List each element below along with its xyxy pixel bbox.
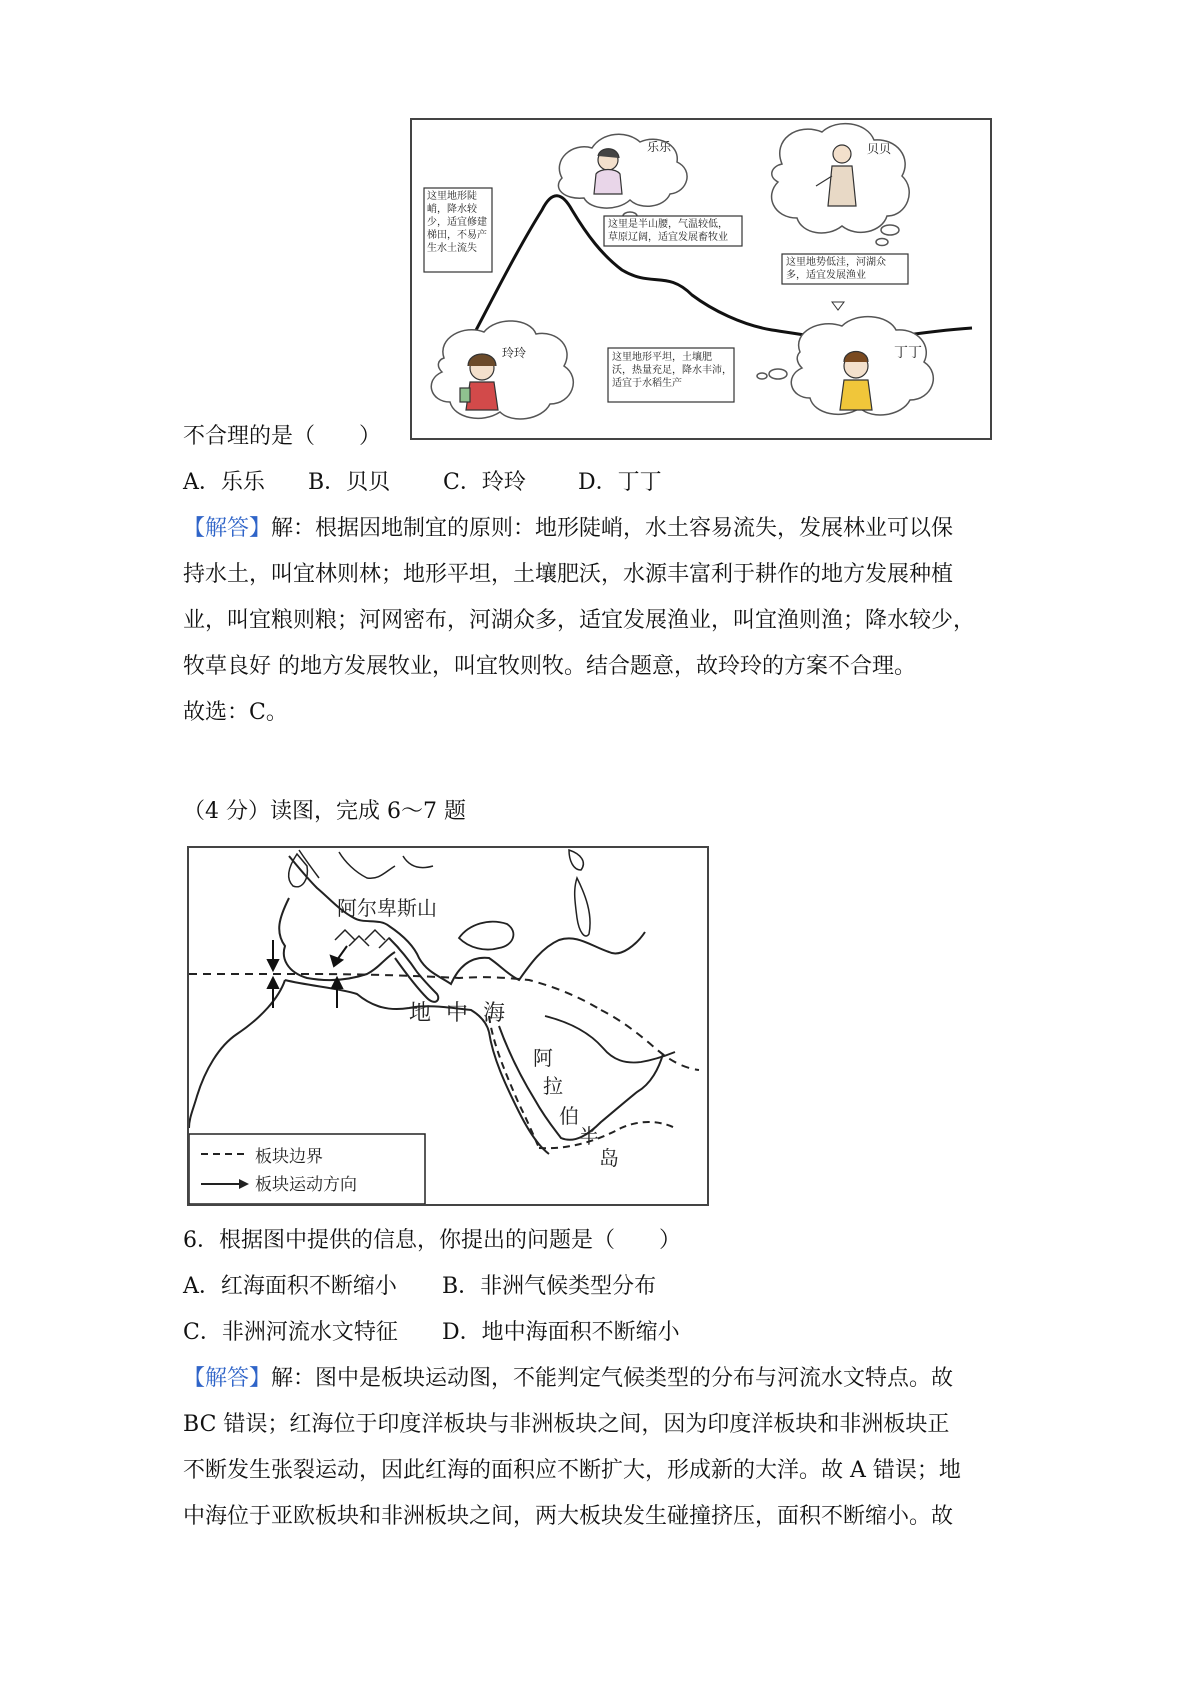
terrain-illustration: [412, 120, 990, 438]
q6-answer-line-3: 不断发生张裂运动，因此红海的面积应不断扩大，形成新的大洋。故 A 错误；地: [183, 1458, 961, 1483]
label-alps: 阿尔卑斯山: [337, 896, 437, 920]
label-dingding: 丁丁: [894, 345, 922, 361]
label-lingling: 玲玲: [502, 346, 527, 360]
q6-answer-line-1: 【解答】解：图中是板块运动图，不能判定气候类型的分布与河流水文特点。故: [183, 1366, 954, 1391]
q6-option-a: A．红海面积不断缩小: [183, 1274, 397, 1299]
q6-answer-line-2: BC 错误；红海位于印度洋板块与非洲板块之间，因为印度洋板块和非洲板块正: [183, 1412, 950, 1437]
black-sea: [459, 922, 513, 950]
label-beibei: 贝贝: [867, 142, 892, 156]
lele-figure: [594, 149, 622, 194]
caspian-outline: [575, 878, 590, 936]
africa-coast: [189, 980, 285, 1128]
q5-choice: 故选：C。: [183, 700, 288, 725]
legend-direction-label: 板块运动方向: [255, 1175, 357, 1195]
label-arabia-2: 拉: [543, 1074, 563, 1098]
q5-options: [183, 468, 662, 498]
alps-symbols: [335, 930, 399, 948]
q5-answer-tag: 【解答】: [183, 516, 272, 541]
q5-option-c: C．玲玲: [443, 470, 526, 495]
q6-option-b: B．非洲气候类型分布: [442, 1274, 657, 1299]
small-sea: [569, 850, 583, 870]
q5-answer-line-2: 持水土，叫宜林则林；地形平坦，土壤肥沃，水源丰富利于耕作的地方发展种植: [183, 562, 954, 587]
q5-option-b: B．贝贝: [308, 470, 391, 495]
q6-answer-tag: 【解答】: [183, 1366, 272, 1391]
terrain-figure: [410, 118, 992, 440]
plate-boundary-redsea: [489, 1016, 539, 1148]
note-semi-mountain: 这里是半山腰，气温较低， 草原辽阔，适宜发展畜牧业: [608, 219, 728, 243]
q5-stem-tail: 不合理的是（ ）: [183, 424, 382, 449]
q6-option-d: D．地中海面积不断缩小: [442, 1320, 680, 1345]
cloud-lingling: [431, 321, 573, 419]
gulf-outline: [545, 1016, 675, 1062]
note-lowland: 这里地势低洼，河湖众 多，适宜发展渔业: [786, 257, 886, 281]
label-lele: 乐乐: [647, 140, 672, 154]
q6-option-c: C．非洲河流水文特征: [183, 1320, 398, 1345]
north-coast-bits: [299, 850, 433, 878]
plate-boundary-med: [189, 974, 601, 1010]
lowland-pointer: [832, 302, 844, 310]
q5-answer-line-1: 【解答】解：根据因地制宜的原则：地形陡峭，水土容易流失，发展林业可以保: [183, 516, 954, 541]
q5-answer-line-3: 业，叫宜粮则粮；河网密布，河湖众多，适宜发展渔业，叫宜渔则渔；降水较少，: [183, 608, 976, 633]
q6-answer-line-4: 中海位于亚欧板块和非洲板块之间，两大板块发生碰撞挤压，面积不断缩小。故: [183, 1504, 954, 1529]
q5-option-a: A．乐乐: [183, 470, 265, 495]
plate-map-figure: [187, 846, 709, 1206]
label-arabia-3: 伯: [559, 1104, 579, 1128]
q5-answer-line-4: 牧草良好 的地方发展牧业，叫宜牧则牧。结合题意，故玲玲的方案不合理。: [183, 654, 916, 679]
note-steep: 这里地形陡 峭，降水较 少，适宜修建 梯田，不易产 生水土流失: [427, 191, 487, 254]
q6-stem: 6．根据图中提供的信息，你提出的问题是（ ）: [183, 1228, 681, 1253]
group-header: （4 分）读图，完成 6～7 题: [183, 799, 466, 824]
dingding-figure: [840, 352, 872, 411]
label-mediterranean: 地 中 海: [409, 1001, 509, 1026]
q6-options-row-1: [183, 1272, 656, 1302]
legend-boundary-label: 板块边界: [255, 1147, 323, 1167]
label-arabia-5: 岛: [599, 1146, 619, 1170]
q5-option-d: D．丁丁: [578, 470, 662, 495]
label-arabia-4: 半: [579, 1124, 599, 1148]
note-flat: 这里地形平坦，土壤肥 沃，热量充足，降水丰沛， 适宜于水稻生产: [612, 352, 732, 389]
label-arabia-1: 阿: [533, 1046, 553, 1070]
q6-options-row-2: [183, 1318, 680, 1348]
